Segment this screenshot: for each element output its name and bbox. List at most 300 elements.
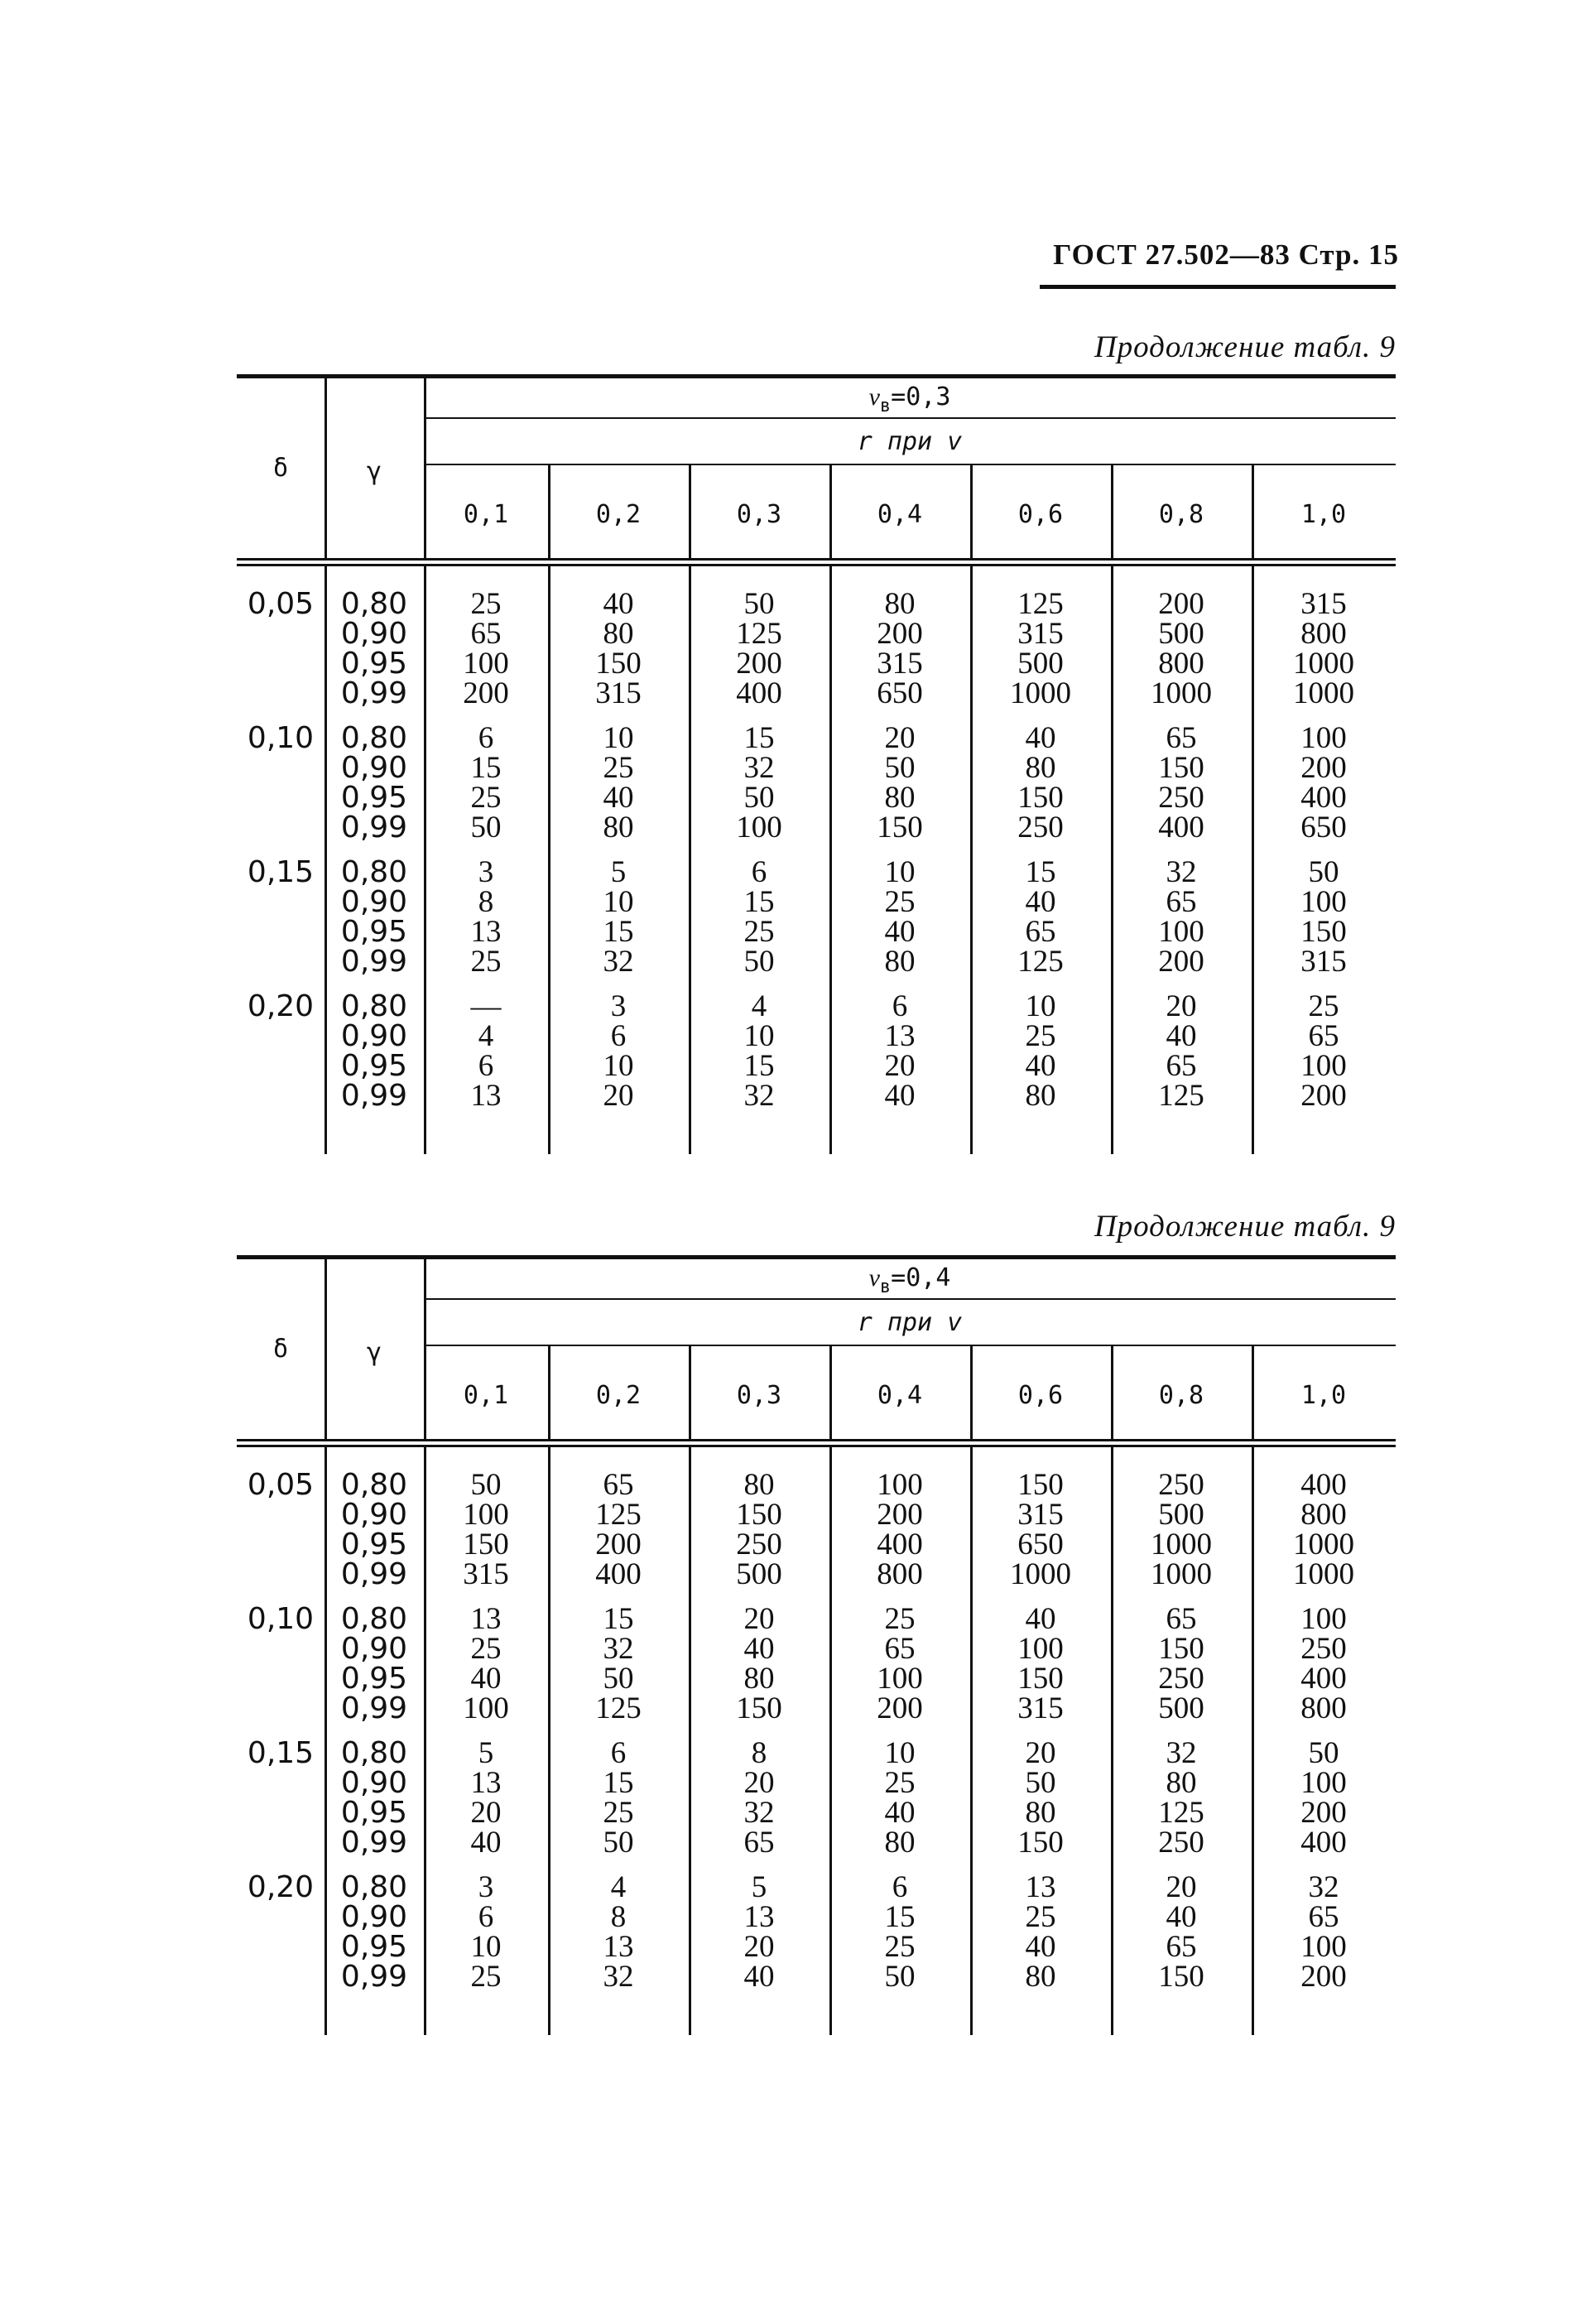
table-cell: 10 bbox=[603, 721, 634, 755]
value-group bbox=[689, 855, 829, 979]
table-cell: 200 bbox=[1158, 945, 1204, 979]
table-cell: 32 bbox=[603, 945, 634, 979]
spacer bbox=[237, 1828, 324, 1858]
delta-group bbox=[237, 1736, 324, 1858]
value-group bbox=[1252, 989, 1396, 1113]
header-v-value: 0,4 bbox=[877, 1381, 923, 1410]
header-v-value: 0,3 bbox=[736, 500, 782, 529]
table-cell: 25 bbox=[603, 1796, 634, 1830]
gamma-value: 0,95 bbox=[340, 1796, 408, 1830]
gamma-value: 0,80 bbox=[340, 1736, 408, 1770]
gamma-value: 0,80 bbox=[340, 587, 408, 621]
spacer bbox=[237, 1962, 324, 1992]
gamma-column bbox=[324, 589, 424, 1126]
data-column bbox=[548, 589, 689, 1126]
value-group bbox=[970, 589, 1111, 709]
table-cell: 150 bbox=[1158, 1632, 1204, 1666]
gamma-value: 0,99 bbox=[340, 1079, 408, 1113]
table-cell: 250 bbox=[1158, 1662, 1204, 1696]
value-group bbox=[1252, 855, 1396, 979]
table-cell: 200 bbox=[877, 617, 923, 651]
value-group bbox=[548, 1870, 689, 1994]
table-cell: 32 bbox=[1166, 855, 1197, 889]
gamma-value: 0,80 bbox=[340, 721, 408, 755]
header-vb bbox=[424, 1263, 1396, 1297]
table-cell: 65 bbox=[1166, 721, 1197, 755]
table-cell: 6 bbox=[610, 1019, 627, 1053]
delta-value: 0,05 bbox=[247, 1468, 315, 1502]
value-group bbox=[970, 989, 1111, 1113]
table-cell: 40 bbox=[1025, 721, 1056, 755]
spacer bbox=[237, 947, 324, 977]
header-r-at-v: r при v bbox=[857, 1308, 963, 1337]
table-cell: 800 bbox=[1300, 1498, 1347, 1532]
value-group bbox=[1111, 1870, 1252, 1994]
value-group bbox=[970, 721, 1111, 844]
spacer bbox=[237, 813, 324, 843]
gamma-value: 0,90 bbox=[340, 1632, 408, 1666]
table-cell: 1000 bbox=[1293, 1528, 1354, 1561]
table-cell: 200 bbox=[877, 1691, 923, 1725]
table-cell: 80 bbox=[884, 781, 916, 815]
value-group bbox=[1111, 1602, 1252, 1725]
table-cell: 32 bbox=[743, 1079, 775, 1113]
table-cell: 65 bbox=[884, 1632, 916, 1666]
header-v-value: 0,1 bbox=[463, 1381, 509, 1410]
table-cell: 15 bbox=[884, 1900, 916, 1934]
table-cell: 40 bbox=[884, 915, 916, 949]
table-cell: 125 bbox=[595, 1691, 642, 1725]
table-cell: 250 bbox=[1158, 1826, 1204, 1860]
spacer bbox=[237, 619, 324, 649]
table-cell: 40 bbox=[743, 1960, 775, 1994]
table-cell: 500 bbox=[1158, 617, 1204, 651]
gamma-group bbox=[324, 1736, 424, 1860]
header-separator bbox=[237, 1445, 1396, 1447]
table-cell: 6 bbox=[610, 1736, 627, 1770]
value-group bbox=[1252, 721, 1396, 844]
spacer bbox=[237, 1634, 324, 1664]
spacer bbox=[237, 1051, 324, 1081]
table-cell: 80 bbox=[603, 617, 634, 651]
gamma-group bbox=[324, 1870, 424, 1994]
value-group bbox=[548, 1602, 689, 1725]
value-group bbox=[1252, 589, 1396, 709]
header-v-value: 0,3 bbox=[736, 1381, 782, 1410]
gamma-value: 0,80 bbox=[340, 1468, 408, 1502]
gamma-group bbox=[324, 855, 424, 979]
spacer bbox=[237, 1694, 324, 1724]
table-cell: 80 bbox=[884, 587, 916, 621]
gamma-value: 0,99 bbox=[340, 811, 408, 844]
table-cell: 6 bbox=[478, 721, 494, 755]
header-v-value: 1,0 bbox=[1300, 1381, 1347, 1410]
gamma-value: 0,80 bbox=[340, 989, 408, 1023]
vb-symbol: v bbox=[868, 1264, 880, 1292]
value-group bbox=[548, 721, 689, 844]
table-cell: 315 bbox=[1017, 1691, 1064, 1725]
table-cell: 800 bbox=[1300, 617, 1347, 651]
delta-value: 0,10 bbox=[247, 1602, 315, 1636]
table-cell: 150 bbox=[877, 811, 923, 844]
table-cell: 32 bbox=[743, 751, 775, 785]
data-column bbox=[1111, 589, 1252, 1126]
subheader-rule bbox=[424, 417, 1396, 419]
table-cell: 20 bbox=[1025, 1736, 1056, 1770]
table-cell: 32 bbox=[603, 1960, 634, 1994]
gamma-value: 0,90 bbox=[340, 1019, 408, 1053]
table-cell: 80 bbox=[743, 1468, 775, 1502]
delta-group bbox=[237, 1870, 324, 1992]
table-cell: 13 bbox=[1025, 1870, 1056, 1904]
value-group bbox=[1252, 1602, 1396, 1725]
table-cell: 20 bbox=[1166, 1870, 1197, 1904]
table-cell: 40 bbox=[743, 1632, 775, 1666]
value-group bbox=[829, 989, 970, 1113]
value-group bbox=[829, 589, 970, 709]
table-cell: 13 bbox=[884, 1019, 916, 1053]
table-cell: 20 bbox=[603, 1079, 634, 1113]
table-cell: 50 bbox=[603, 1662, 634, 1696]
table-cell: 400 bbox=[1300, 781, 1347, 815]
table-cell: 200 bbox=[1300, 1960, 1347, 1994]
spacer bbox=[237, 1903, 324, 1932]
table-cell: 100 bbox=[463, 647, 509, 681]
table-cell: 5 bbox=[478, 1736, 494, 1770]
header-delta: δ bbox=[272, 1335, 289, 1364]
gamma-value: 0,95 bbox=[340, 647, 408, 681]
table-cell: 50 bbox=[884, 1960, 916, 1994]
table-cell: 250 bbox=[1300, 1632, 1347, 1666]
table-cell: 10 bbox=[603, 885, 634, 919]
value-group bbox=[424, 1870, 548, 1994]
table-cell: 500 bbox=[1017, 647, 1064, 681]
spacer bbox=[237, 1664, 324, 1694]
table-cell: 65 bbox=[470, 617, 502, 651]
table-cell: 65 bbox=[1166, 1602, 1197, 1636]
table-cell: 1000 bbox=[1293, 676, 1354, 710]
table-cell: 25 bbox=[470, 781, 502, 815]
table-cell: 65 bbox=[1166, 1930, 1197, 1964]
gamma-value: 0,95 bbox=[340, 781, 408, 815]
table-cell: 25 bbox=[470, 587, 502, 621]
table-cell: 25 bbox=[470, 1960, 502, 1994]
data-column bbox=[548, 1470, 689, 2007]
spacer bbox=[237, 888, 324, 917]
value-group bbox=[970, 1470, 1111, 1590]
table-cell: 500 bbox=[1158, 1691, 1204, 1725]
table-cell: 125 bbox=[736, 617, 782, 651]
spacer bbox=[237, 1768, 324, 1798]
table-cell: — bbox=[470, 989, 502, 1023]
value-group bbox=[689, 1736, 829, 1860]
table-cell: 100 bbox=[1300, 1766, 1347, 1800]
value-group bbox=[829, 1870, 970, 1994]
table-cell: 25 bbox=[470, 945, 502, 979]
table-cell: 4 bbox=[610, 1870, 627, 1904]
delta-value: 0,15 bbox=[247, 1736, 315, 1770]
value-group bbox=[548, 855, 689, 979]
table-cell: 40 bbox=[884, 1796, 916, 1830]
table-cell: 20 bbox=[1166, 989, 1197, 1023]
table-cell: 40 bbox=[603, 781, 634, 815]
value-group bbox=[424, 721, 548, 844]
value-group bbox=[1111, 989, 1252, 1113]
value-group bbox=[1111, 855, 1252, 979]
value-group bbox=[1252, 1870, 1396, 1994]
gamma-value: 0,95 bbox=[340, 915, 408, 949]
table-cell: 15 bbox=[743, 721, 775, 755]
table-cell: 500 bbox=[736, 1557, 782, 1591]
table-cell: 20 bbox=[743, 1602, 775, 1636]
table-cell: 150 bbox=[595, 647, 642, 681]
table-cell: 200 bbox=[1300, 751, 1347, 785]
data-column bbox=[1252, 1470, 1396, 2007]
table-cell: 50 bbox=[743, 587, 775, 621]
data-column bbox=[1111, 1470, 1252, 2007]
table-cell: 6 bbox=[892, 989, 908, 1023]
delta-value: 0,20 bbox=[247, 1870, 315, 1904]
table-cell: 150 bbox=[736, 1691, 782, 1725]
table-cell: 150 bbox=[1300, 915, 1347, 949]
table-cell: 40 bbox=[1025, 1930, 1056, 1964]
table-cell: 40 bbox=[1025, 1049, 1056, 1083]
header-v-value: 0,6 bbox=[1017, 1381, 1064, 1410]
table-cell: 125 bbox=[1017, 945, 1064, 979]
gamma-value: 0,95 bbox=[340, 1049, 408, 1083]
gamma-value: 0,90 bbox=[340, 1498, 408, 1532]
table-cell: 50 bbox=[1025, 1766, 1056, 1800]
table-cell: 250 bbox=[736, 1528, 782, 1561]
header-v-value: 0,6 bbox=[1017, 500, 1064, 529]
table-cell: 15 bbox=[743, 885, 775, 919]
table-cell: 40 bbox=[1166, 1019, 1197, 1053]
table-cell: 50 bbox=[743, 781, 775, 815]
table-cell: 25 bbox=[743, 915, 775, 949]
table-cell: 315 bbox=[595, 676, 642, 710]
value-group bbox=[1111, 721, 1252, 844]
table-cell: 400 bbox=[1300, 1468, 1347, 1502]
table-cell: 8 bbox=[478, 885, 494, 919]
spacer bbox=[237, 1081, 324, 1111]
table-cell: 13 bbox=[470, 1766, 502, 1800]
value-group bbox=[829, 1470, 970, 1590]
gamma-value: 0,99 bbox=[340, 1557, 408, 1591]
spacer bbox=[237, 753, 324, 783]
top-rule bbox=[237, 374, 1396, 378]
table-cell: 650 bbox=[1300, 811, 1347, 844]
data-column bbox=[970, 589, 1111, 1126]
table-cell: 13 bbox=[603, 1930, 634, 1964]
data-column bbox=[689, 589, 829, 1126]
value-group bbox=[424, 855, 548, 979]
table-cell: 400 bbox=[877, 1528, 923, 1561]
table-cell: 150 bbox=[1017, 1826, 1064, 1860]
table-cell: 65 bbox=[1025, 915, 1056, 949]
gamma-value: 0,95 bbox=[340, 1528, 408, 1561]
header-gamma: γ bbox=[366, 457, 382, 486]
value-group bbox=[689, 1602, 829, 1725]
value-group bbox=[829, 855, 970, 979]
delta-value: 0,15 bbox=[247, 855, 315, 889]
table-cell: 200 bbox=[1300, 1796, 1347, 1830]
table-cell: 40 bbox=[1166, 1900, 1197, 1934]
table-cell: 500 bbox=[1158, 1498, 1204, 1532]
gamma-value: 0,80 bbox=[340, 1870, 408, 1904]
table-cell: 65 bbox=[603, 1468, 634, 1502]
value-group bbox=[689, 1870, 829, 1994]
delta-value: 0,05 bbox=[247, 587, 315, 621]
table-cell: 200 bbox=[595, 1528, 642, 1561]
spacer bbox=[237, 679, 324, 709]
header-v-value: 0,4 bbox=[877, 500, 923, 529]
header-rule bbox=[1040, 285, 1396, 289]
gamma-value: 0,90 bbox=[340, 751, 408, 785]
table-cell: 25 bbox=[603, 751, 634, 785]
table-cell: 6 bbox=[892, 1870, 908, 1904]
table-cell: 80 bbox=[1025, 751, 1056, 785]
value-group bbox=[1111, 1736, 1252, 1860]
header-r-at-v: r при v bbox=[857, 427, 963, 456]
header-separator bbox=[237, 564, 1396, 566]
top-rule bbox=[237, 1255, 1396, 1259]
table-cell: 40 bbox=[470, 1826, 502, 1860]
value-group bbox=[548, 589, 689, 709]
table-cell: 10 bbox=[884, 1736, 916, 1770]
table-cell: 100 bbox=[1300, 1930, 1347, 1964]
spacer bbox=[237, 1530, 324, 1560]
table-cell: 80 bbox=[1025, 1079, 1056, 1113]
spacer bbox=[237, 1932, 324, 1962]
spacer bbox=[237, 917, 324, 947]
table-cell: 315 bbox=[1017, 617, 1064, 651]
spacer bbox=[237, 649, 324, 679]
table-cell: 50 bbox=[470, 811, 502, 844]
table-cell: 15 bbox=[1025, 855, 1056, 889]
subheader-rule bbox=[424, 1298, 1396, 1300]
value-group bbox=[689, 721, 829, 844]
table-cell: 80 bbox=[1025, 1796, 1056, 1830]
header-vb bbox=[424, 383, 1396, 416]
gamma-group bbox=[324, 1470, 424, 1590]
table-cell: 315 bbox=[463, 1557, 509, 1591]
table-cell: 150 bbox=[1158, 751, 1204, 785]
table-cell: 40 bbox=[1025, 885, 1056, 919]
table-cell: 13 bbox=[470, 915, 502, 949]
table-cell: 25 bbox=[884, 1930, 916, 1964]
table-cell: 50 bbox=[1308, 855, 1339, 889]
table-cell: 100 bbox=[1300, 721, 1347, 755]
table-cell: 65 bbox=[1308, 1900, 1339, 1934]
delta-column bbox=[237, 589, 324, 1126]
table-cell: 1000 bbox=[1293, 1557, 1354, 1591]
table-cell: 100 bbox=[1017, 1632, 1064, 1666]
table-cell: 13 bbox=[743, 1900, 775, 1934]
value-group bbox=[689, 589, 829, 709]
table-cell: 200 bbox=[877, 1498, 923, 1532]
subheader-rule bbox=[424, 464, 1396, 465]
table-cell: 100 bbox=[1300, 1602, 1347, 1636]
spacer bbox=[237, 1022, 324, 1051]
value-group bbox=[829, 1602, 970, 1725]
subheader-rule bbox=[424, 1345, 1396, 1346]
table-cell: 50 bbox=[470, 1468, 502, 1502]
page-header: ГОСТ 27.502—83 Стр. 15 bbox=[1053, 238, 1399, 271]
table-cell: 32 bbox=[1166, 1736, 1197, 1770]
table-cell: 8 bbox=[751, 1736, 767, 1770]
value-group bbox=[424, 1736, 548, 1860]
table-cell: 1000 bbox=[1010, 1557, 1071, 1591]
table-cell: 125 bbox=[595, 1498, 642, 1532]
gamma-group bbox=[324, 1602, 424, 1725]
gamma-value: 0,99 bbox=[340, 1826, 408, 1860]
table-cell: 15 bbox=[603, 915, 634, 949]
table-cell: 6 bbox=[478, 1900, 494, 1934]
vb-value: =0,4 bbox=[891, 1263, 951, 1292]
gamma-value: 0,95 bbox=[340, 1662, 408, 1696]
table-cell: 50 bbox=[1308, 1736, 1339, 1770]
value-group bbox=[829, 721, 970, 844]
table-cell: 315 bbox=[1017, 1498, 1064, 1532]
header-v-value: 1,0 bbox=[1300, 500, 1347, 529]
value-group bbox=[970, 1736, 1111, 1860]
table-cell: 20 bbox=[743, 1930, 775, 1964]
table-cell: 125 bbox=[1158, 1079, 1204, 1113]
value-group bbox=[424, 989, 548, 1113]
table-cell: 32 bbox=[743, 1796, 775, 1830]
table-caption: Продолжение табл. 9 bbox=[1094, 1210, 1396, 1244]
table-cell: 100 bbox=[463, 1498, 509, 1532]
delta-value: 0,20 bbox=[247, 989, 315, 1023]
table-cell: 13 bbox=[470, 1079, 502, 1113]
table-cell: 150 bbox=[736, 1498, 782, 1532]
gamma-value: 0,90 bbox=[340, 1900, 408, 1934]
table-cell: 1000 bbox=[1151, 1528, 1212, 1561]
table-cell: 65 bbox=[1308, 1019, 1339, 1053]
table-cell: 200 bbox=[1300, 1079, 1347, 1113]
table-cell: 6 bbox=[478, 1049, 494, 1083]
table-cell: 1000 bbox=[1151, 676, 1212, 710]
value-group bbox=[548, 1736, 689, 1860]
table-cell: 65 bbox=[1166, 885, 1197, 919]
table-cell: 400 bbox=[1158, 811, 1204, 844]
header-v-value: 0,8 bbox=[1158, 1381, 1204, 1410]
value-group bbox=[689, 989, 829, 1113]
value-group bbox=[1252, 1470, 1396, 1590]
table-cell: 32 bbox=[603, 1632, 634, 1666]
table-cell: 15 bbox=[743, 1049, 775, 1083]
data-column bbox=[424, 589, 548, 1126]
table-cell: 150 bbox=[1017, 1662, 1064, 1696]
table-cell: 25 bbox=[884, 1766, 916, 1800]
gamma-value: 0,99 bbox=[340, 676, 408, 710]
data-column bbox=[689, 1470, 829, 2007]
table-cell: 200 bbox=[736, 647, 782, 681]
table-cell: 40 bbox=[470, 1662, 502, 1696]
table-cell: 50 bbox=[743, 945, 775, 979]
value-group bbox=[1252, 1736, 1396, 1860]
gamma-value: 0,90 bbox=[340, 1766, 408, 1800]
gamma-value: 0,80 bbox=[340, 1602, 408, 1636]
value-group bbox=[424, 1470, 548, 1590]
table-cell: 5 bbox=[610, 855, 627, 889]
spacer bbox=[237, 783, 324, 813]
table-cell: 800 bbox=[1300, 1691, 1347, 1725]
delta-group bbox=[237, 1602, 324, 1724]
value-group bbox=[1111, 589, 1252, 709]
spacer bbox=[237, 1798, 324, 1828]
table-cell: 20 bbox=[470, 1796, 502, 1830]
